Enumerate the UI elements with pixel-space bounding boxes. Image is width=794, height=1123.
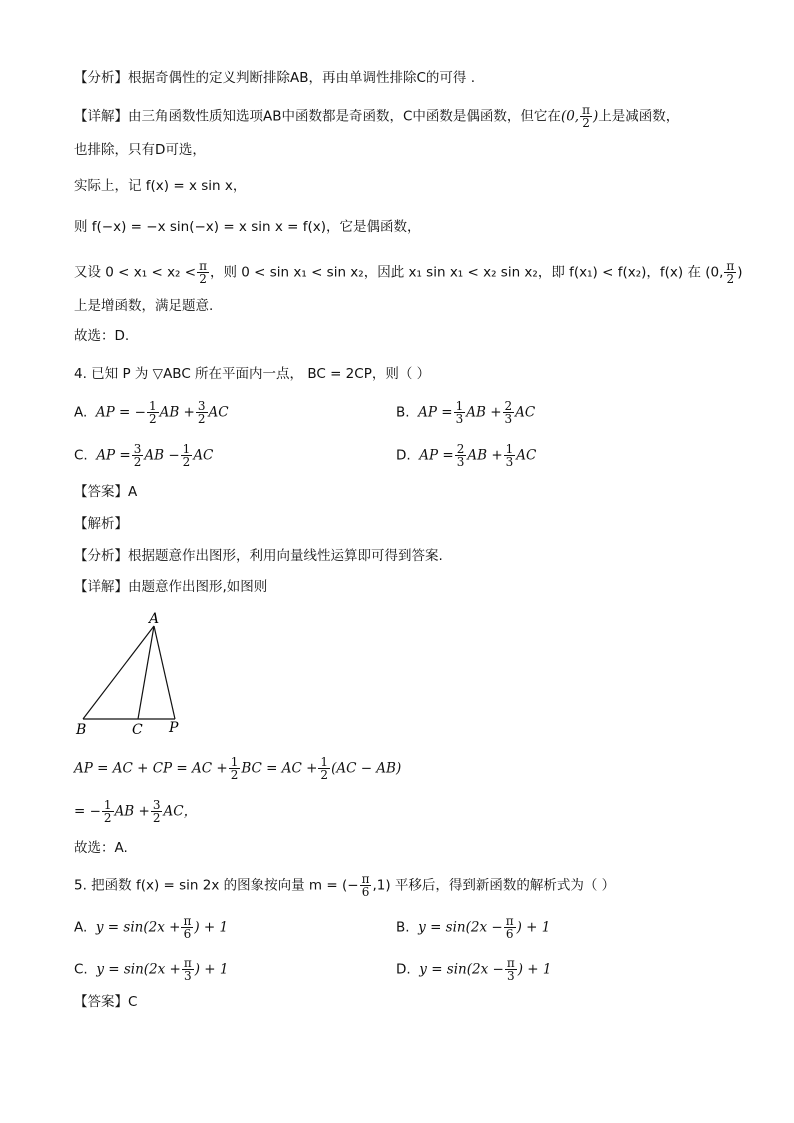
q4-option-a: A. AP = − $\frac{1}{2}$ AB + $\frac{3}{2}$ AC bbox=[74, 399, 229, 426]
q4-final-answer: 故选：A. bbox=[74, 840, 128, 856]
q3-line3: 实际上，记 f(x) = x sin x， bbox=[74, 178, 247, 194]
q3-answer: 故选：D. bbox=[74, 328, 130, 344]
q5-stem: 5. 把函数 f(x) = sin 2x 的图象按向量 m = (− $\frac{\pi}{6}$ ,1) 平移后，得到新函数的解析式为（ ） bbox=[74, 872, 616, 899]
detail-tag: 【详解】 bbox=[74, 108, 128, 125]
q4-equation-1: AP = AC + CP = AC + $\frac{1}{2}$ BC = AC + $\frac{1}{2}$ (AC − AB) bbox=[74, 755, 402, 782]
q4-option-d: D. AP = $\frac{2}{3}$ AB + $\frac{1}{3}$ AC bbox=[396, 442, 537, 469]
q5-option-c: C. y = sin(2x + $\frac{\pi}{3}$ ) + 1 bbox=[74, 956, 229, 983]
q3-line6: 上是增函数，满足题意. bbox=[74, 298, 214, 314]
detail-text-b: 上是减函数， bbox=[598, 108, 680, 125]
q5-option-a: A. y = sin(2x + $\frac{\pi}{6}$ ) + 1 bbox=[74, 914, 229, 941]
q4-stem: 4. 已知 P 为 ▽ABC 所在平面内一点， BC = 2CP，则（ ） bbox=[74, 366, 431, 382]
q4-jiexi-tag: 【解析】 bbox=[74, 516, 128, 532]
q4-equation-2: = − $\frac{1}{2}$ AB + $\frac{3}{2}$ AC， bbox=[74, 798, 198, 825]
q3-line2: 也排除，只有D可选， bbox=[74, 142, 206, 158]
label-b: B bbox=[76, 722, 87, 738]
q4-option-c: C. AP = $\frac{3}{2}$ AB − $\frac{1}{2}$ AC bbox=[74, 442, 214, 469]
segment-ap bbox=[154, 626, 175, 719]
q4-analysis: 【分析】根据题意作出图形，利用向量线性运算即可得到答案. bbox=[74, 548, 443, 564]
q3-line4: 则 f(−x) = −x sin(−x) = x sin x = f(x)，它是偶函数， bbox=[74, 219, 421, 235]
label-c: C bbox=[132, 722, 143, 738]
fraction-pi-over-2: $\frac{\pi}{2}$ bbox=[726, 259, 735, 286]
q5-answer-tag: 【答案】C bbox=[74, 994, 138, 1010]
q4-detail: 【详解】由题意作出图形,如图则 bbox=[74, 579, 268, 595]
analysis-tag: 【分析】 bbox=[74, 70, 128, 86]
q5-option-b: B. y = sin(2x − $\frac{\pi}{6}$ ) + 1 bbox=[396, 914, 551, 941]
label-p: P bbox=[169, 720, 179, 736]
fraction-pi-over-2: $\frac{\pi}{2}$ bbox=[199, 259, 207, 286]
q3-detail-line bbox=[74, 104, 679, 129]
interval-right: ) bbox=[592, 108, 599, 125]
q3-analysis-line bbox=[74, 68, 475, 88]
fraction-pi-over-2: $\frac{\pi}{2}$ bbox=[582, 103, 590, 130]
segment-ab bbox=[83, 626, 154, 719]
segment-ac bbox=[138, 626, 154, 719]
triangle-figure bbox=[70, 608, 200, 740]
q5-option-d: D. y = sin(2x − $\frac{\pi}{3}$ ) + 1 bbox=[396, 956, 552, 983]
analysis-text: 根据奇偶性的定义判断排除AB，再由单调性排除C的可得 . bbox=[128, 70, 476, 86]
q4-answer-tag: 【答案】A bbox=[74, 484, 138, 500]
label-a: A bbox=[149, 611, 160, 627]
detail-text: 由三角函数性质知选项AB中函数都是奇函数，C中函数是偶函数，但它在 bbox=[128, 108, 561, 125]
q3-line5: 又设 0 < x₁ < x₂ < $\frac{\pi}{2}$ ，则 0 < sin x₁ < sin x₂，因此 x₁ sin x₁ < x₂ sin x₂，即 f(x₁) < f(x₂)，f(x) 在 (0, $\frac{\pi}{2}$ ) bbox=[74, 259, 743, 286]
interval-left: (0, bbox=[560, 108, 580, 125]
q4-option-b: B. AP = $\frac{1}{3}$ AB + $\frac{2}{3}$ AC bbox=[396, 399, 536, 426]
